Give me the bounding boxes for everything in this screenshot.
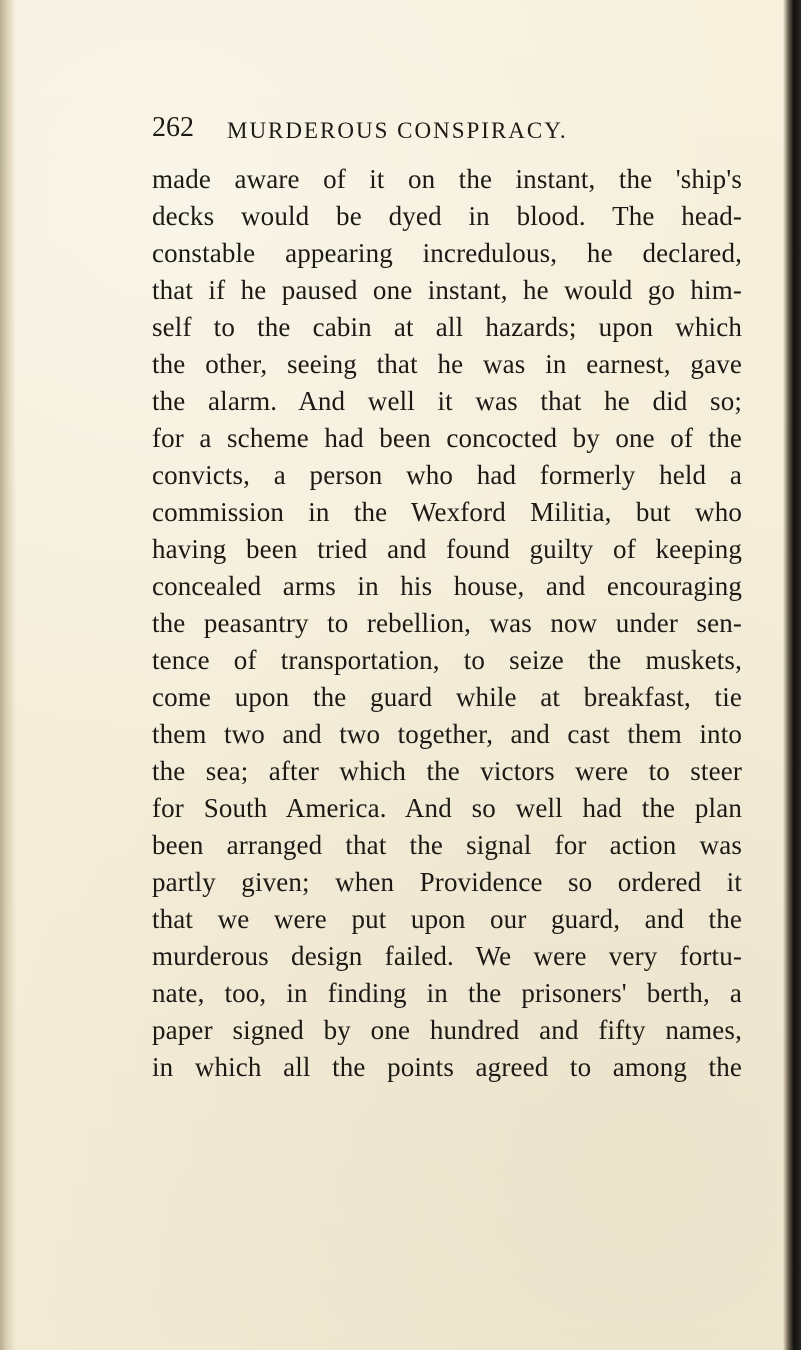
body-text: [152, 161, 742, 1086]
text-line: having been tried and found guilty of keeping: [152, 534, 742, 564]
text-line: nate, too, in finding in the prisoners' berth, a: [152, 978, 742, 1008]
text-line: for South America. And so well had the plan: [152, 793, 742, 823]
text-line: that if he paused one instant, he would go him-: [152, 275, 742, 305]
text-line: them two and two together, and cast them into: [152, 719, 742, 749]
text-line: that we were put upon our guard, and the: [152, 904, 742, 934]
text-line: been arranged that the signal for action was: [152, 830, 742, 860]
text-line: the sea; after which the victors were to steer: [152, 756, 742, 786]
text-line: made aware of it on the instant, the 'ship's: [152, 164, 742, 194]
page-right-edge: [783, 0, 801, 1350]
text-line: decks would be dyed in blood. The head-: [152, 201, 742, 231]
text-line: murderous design failed. We were very fortu-: [152, 941, 742, 971]
text-line: commission in the Wexford Militia, but who: [152, 497, 742, 527]
text-line: the peasantry to rebellion, was now under sen-: [152, 608, 742, 638]
text-line: come upon the guard while at breakfast, tie: [152, 682, 742, 712]
page-header: [152, 112, 712, 152]
page-left-edge: [0, 0, 16, 1350]
text-line: concealed arms in his house, and encouraging: [152, 571, 742, 601]
text-line: convicts, a person who had formerly held a: [152, 460, 742, 490]
text-line: partly given; when Providence so ordered it: [152, 867, 742, 897]
text-line: constable appearing incredulous, he declared,: [152, 238, 742, 268]
text-line: the other, seeing that he was in earnest, gave: [152, 349, 742, 379]
text-line: in which all the points agreed to among the: [152, 1052, 742, 1082]
text-line: self to the cabin at all hazards; upon which: [152, 312, 742, 342]
running-head: MURDEROUS CONSPIRACY.: [227, 118, 568, 143]
text-line: paper signed by one hundred and fifty names,: [152, 1015, 742, 1045]
page-number: 262: [152, 112, 194, 143]
text-line: for a scheme had been concocted by one of the: [152, 423, 742, 453]
text-line: tence of transportation, to seize the muskets,: [152, 645, 742, 675]
text-line: the alarm. And well it was that he did so;: [152, 386, 742, 416]
